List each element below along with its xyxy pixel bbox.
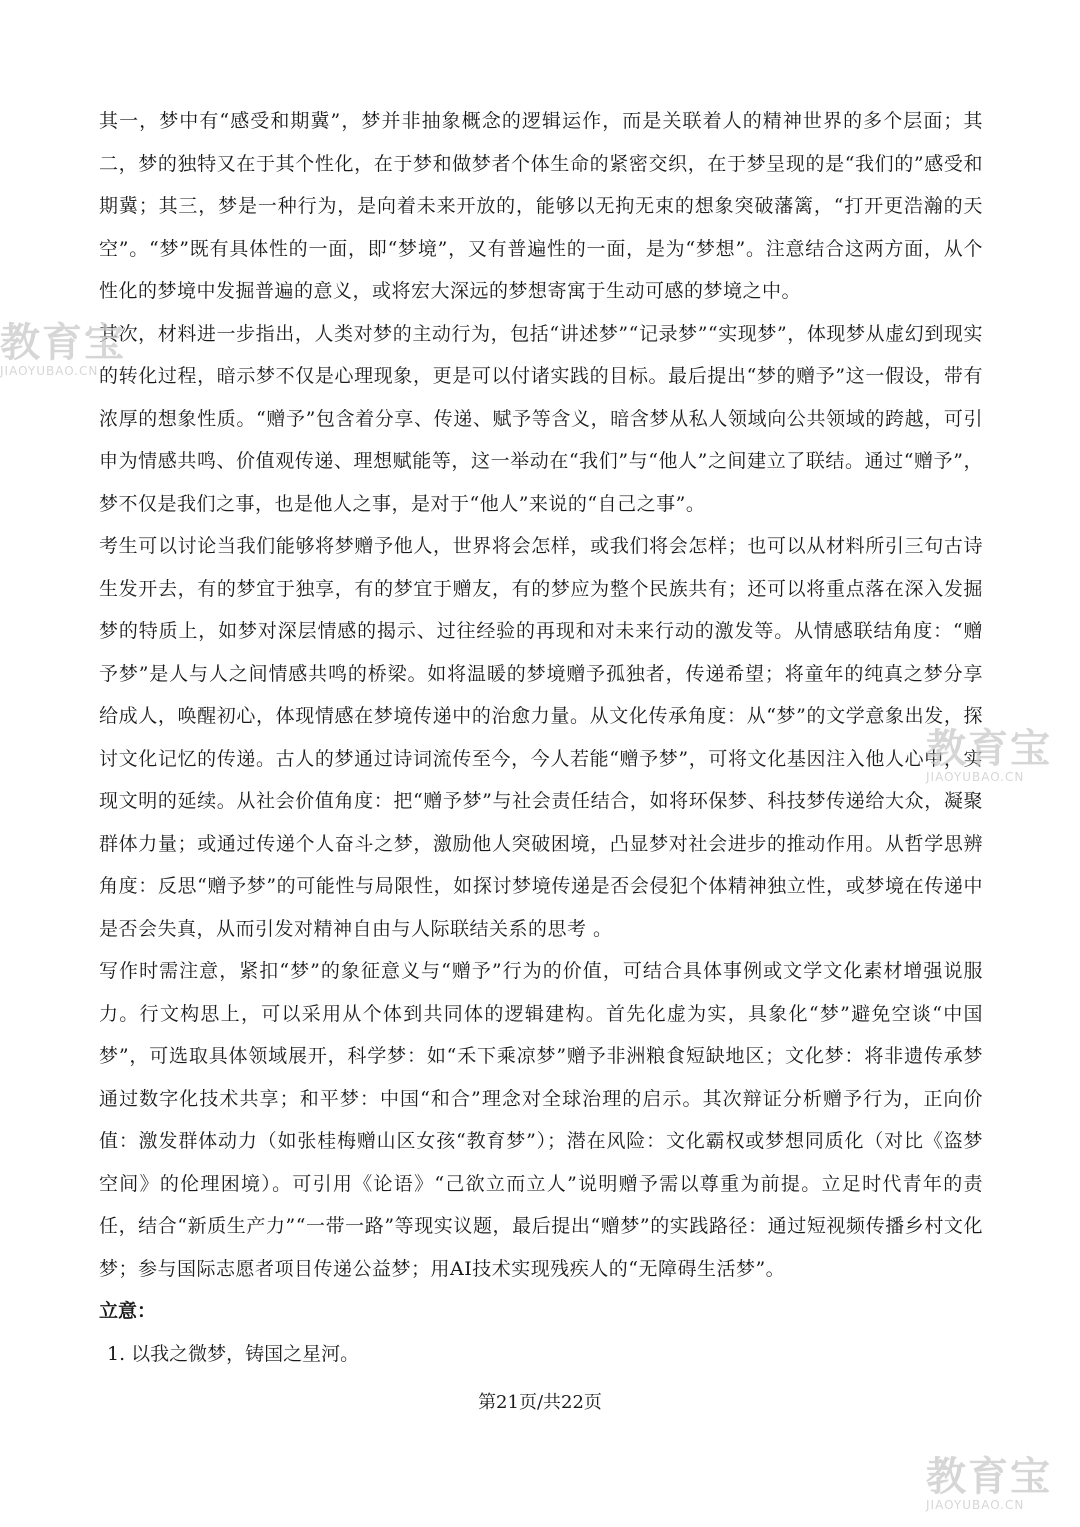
watermark-logo xyxy=(926,728,1052,784)
watermark-logo-text: 教育宝 xyxy=(0,320,126,366)
section-heading: 立意： xyxy=(99,1300,157,1322)
watermark-url: JIAOYUBAO.CN xyxy=(926,770,1025,784)
paragraph-1: 其一，梦中有“感受和期冀”，梦并非抽象概念的逻辑运作，而是关联着人的精神世界的多个层面；其二，梦的独特又在于其个性化，在于梦和做梦者个体生命的紧密交织，在于梦呈现的是“我们的”感受和期冀；其三，梦是一种行为，是向着未来开放的，能够以无拘无束的想象突破藩篱，“打开更浩瀚的天空”。“梦”既有具体性的一面，即“梦境”，又有普遍性的一面，是为“梦想”。注意结合这两方面，从个性化的梦境中发掘普遍的意义，或将宏大深远的梦想寄寓于生动可感的梦境之中。 xyxy=(99,110,983,302)
watermark-logo xyxy=(926,1456,1052,1512)
watermark-logo-text: 教育宝 xyxy=(926,1454,1052,1500)
paragraph-4: 写作时需注意，紧扣“梦”的象征意义与“赠予”行为的价值，可结合具体事例或文学文化素材增强说服力。行文构思上，可以采用从个体到共同体的逻辑建构。首先化虚为实，具象化“梦”避免空谈“中国梦”，可选取具体领域展开，科学梦：如“禾下乘凉梦”赠予非洲粮食短缺地区；文化梦：将非遗传承梦通过数字化技术共享；和平梦：中国“和合”理念对全球治理的启示。其次辩证分析赠予行为，正向价值：激发群体动力（如张桂梅赠山区女孩“教育梦”）；潜在风险：文化霸权或梦想同质化（对比《盗梦空间》的伦理困境）。可引用《论语》“己欲立而立人”说明赠予需以尊重为前提。立足时代青年的责任，结合“新质生产力”“一带一路”等现实议题，最后提出“赠梦”的实践路径：通过短视频传播乡村文化梦；参与国际志愿者项目传递公益梦；用AI技术实现残疾人的“无障碍生活梦”。 xyxy=(99,960,983,1280)
watermark-logo xyxy=(0,322,126,378)
watermark-url: JIAOYUBAO.CN xyxy=(926,1498,1025,1512)
watermark-logo-text: 教育宝 xyxy=(926,726,1052,772)
page-content xyxy=(99,100,983,1375)
watermark-url: JIAOYUBAO.CN xyxy=(0,364,99,378)
page-footer: 第21页/共22页 xyxy=(478,1392,602,1413)
paragraph-3: 考生可以讨论当我们能够将梦赠予他人，世界将会怎样，或我们将会怎样；也可以从材料所引三句古诗生发开去，有的梦宜于独享，有的梦宜于赠友，有的梦应为整个民族共有；还可以将重点落在深入发掘梦的特质上，如梦对深层情感的揭示、过往经验的再现和对未来行动的激发等。从情感联结角度：“赠予梦”是人与人之间情感共鸣的桥梁。如将温暖的梦境赠予孤独者，传递希望；将童年的纯真之梦分享给成人，唤醒初心，体现情感在梦境传递中的治愈力量。从文化传承角度：从“梦”的文学意象出发，探讨文化记忆的传递。古人的梦通过诗词流传至今，今人若能“赠予梦”，可将文化基因注入他人心中，实现文明的延续。从社会价值角度：把“赠予梦”与社会责任结合，如将环保梦、科技梦传递给大众，凝聚群体力量；或通过传递个人奋斗之梦，激励他人突破困境，凸显梦对社会进步的推动作用。从哲学思辨角度：反思“赠予梦”的可能性与局限性，如探讨梦境传递是否会侵犯个体精神独立性，或梦境在传递中是否会失真，从而引发对精神自由与人际联结关系的思考 。 xyxy=(99,535,983,940)
paragraph-2: 其次，材料进一步指出，人类对梦的主动行为，包括“讲述梦”“记录梦”“实现梦”，体现梦从虚幻到现实的转化过程，暗示梦不仅是心理现象，更是可以付诸实践的目标。最后提出“梦的赠予”这一假设，带有浓厚的想象性质。“赠予”包含着分享、传递、赋予等含义，暗含梦从私人领域向公共领域的跨越，可引申为情感共鸣、价值观传递、理想赋能等，这一举动在“我们”与“他人”之间建立了联结。通过“赠予”，梦不仅是我们之事，也是他人之事，是对于“他人”来说的“自己之事”。 xyxy=(99,322,983,515)
list-item: 1. 以我之微梦，铸国之星河。 xyxy=(107,1342,360,1365)
